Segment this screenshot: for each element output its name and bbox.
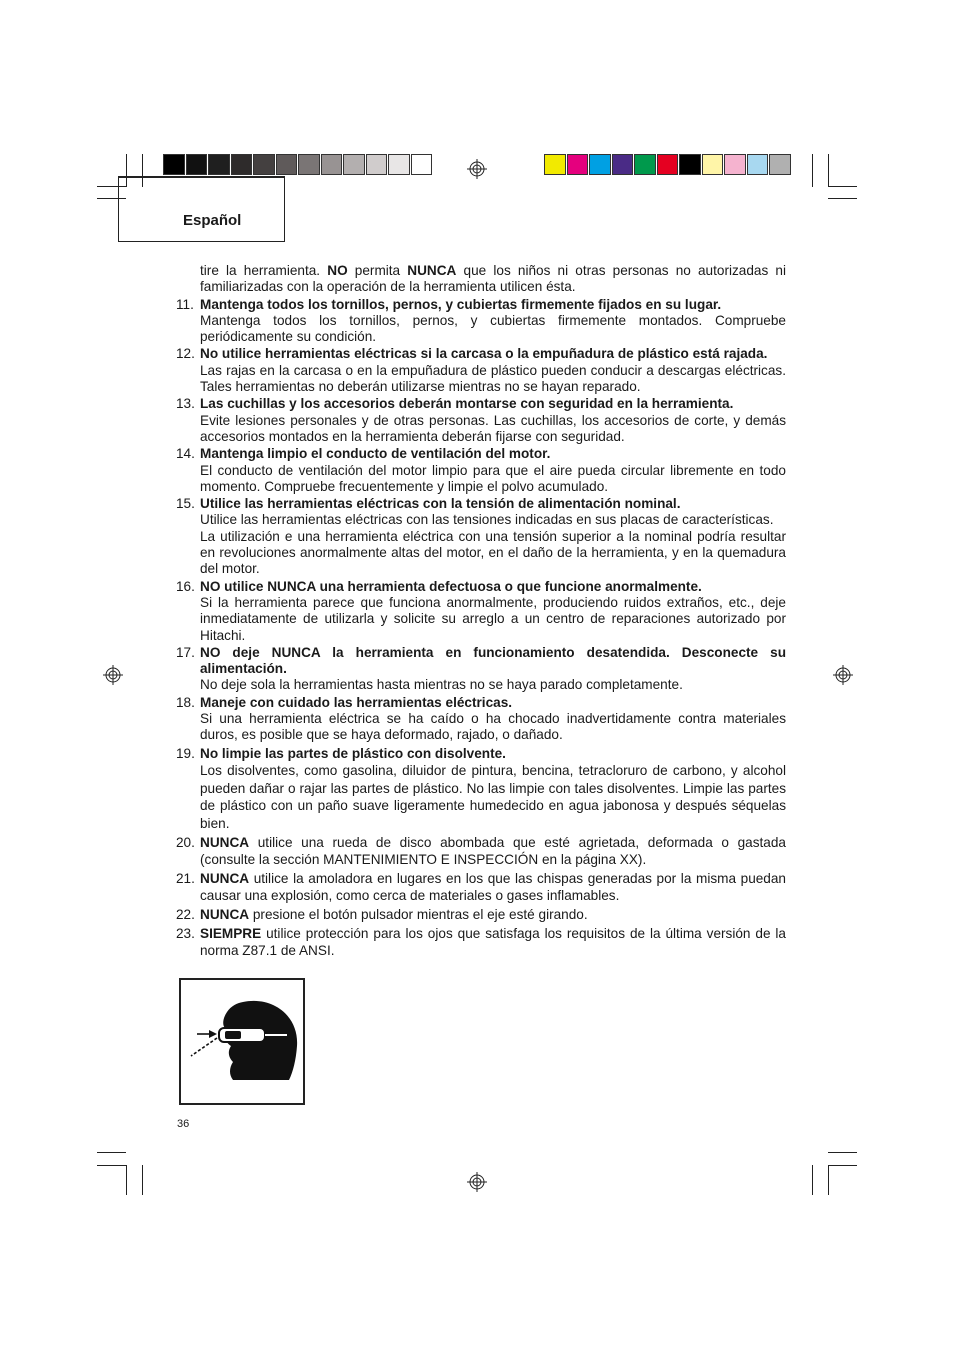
item-title: No limpie las partes de plástico con disolvente. — [200, 745, 506, 761]
color-swatch — [544, 154, 566, 175]
page-number: 36 — [177, 1118, 190, 1130]
item-title: Maneje con cuidado las herramientas eléctricas. — [200, 694, 513, 710]
crop-mark — [828, 198, 857, 199]
item-number: 20. — [176, 834, 195, 850]
item-title: Mantenga limpio el conducto de ventilación del motor. — [200, 446, 551, 462]
intro-text: tire la herramienta. — [200, 263, 328, 278]
color-swatch — [657, 154, 679, 175]
safety-glasses-icon — [181, 980, 303, 1103]
list-item — [176, 297, 786, 346]
item-body: Las rajas en la carcasa o en la empuñadura de plástico pueden conducir a descargas eléctricas. Tales herramientas no deberán utilizarse mientras no se hayan reparado. — [200, 362, 786, 395]
item-number: 23. — [176, 925, 195, 941]
crop-mark — [828, 1165, 857, 1166]
item-number: 12. — [176, 346, 195, 362]
color-swatch — [769, 154, 791, 175]
item-body: No deje sola la herramientas hasta mientras no se haya parado completamente. — [200, 677, 683, 693]
item-lead: SIEMPRE — [200, 925, 262, 941]
item-body: utilice la amoladora en lugares en los que las chispas generadas por la misma puedan causar una explosión, como cerca de materiales o gases inflamables. — [200, 870, 786, 904]
color-swatch — [724, 154, 746, 175]
list-item — [176, 695, 786, 744]
color-swatch — [253, 154, 275, 175]
item-body: Si la herramienta parece que funciona anormalmente, produciendo ruidos extraños, etc., deje inmediatamente de utilizarla y solicite su arreglo a un centro de reparaciones autorizado por Hitachi. — [200, 594, 786, 643]
color-swatch — [612, 154, 634, 175]
registration-mark-icon — [467, 1172, 487, 1192]
crop-mark — [142, 1165, 143, 1195]
list-item — [176, 446, 786, 495]
item-body: utilice protección para los ojos que satisfaga los requisitos de la última versión de la norma Z87.1 de ANSI. — [200, 925, 786, 959]
crop-mark — [828, 1152, 857, 1153]
color-swatch — [679, 154, 701, 175]
crop-mark — [828, 186, 857, 187]
item-number: 15. — [176, 496, 195, 512]
color-bar — [544, 154, 792, 175]
color-swatch — [186, 154, 208, 175]
item-body: Los disolventes, como gasolina, diluidor de pintura, bencina, tetracloruro de carbono, y alcohol pueden dañar o rajar las partes de plástico. No las limpie con tales disolventes. Limpie las partes de plástico con un paño suave ligeramente humedecido en agua jabonosa y después séquelas bien. — [200, 763, 786, 831]
item-title: Mantenga todos los tornillos, pernos, y cubiertas firmemente fijados en su lugar. — [200, 296, 722, 312]
crop-mark — [126, 1165, 127, 1195]
intro-paragraph — [200, 263, 786, 296]
color-swatch — [163, 154, 185, 175]
intro-text: permita — [347, 263, 408, 278]
item-number: 16. — [176, 578, 195, 594]
item-number: 13. — [176, 396, 195, 412]
item-number: 11. — [176, 296, 194, 312]
color-swatch — [276, 154, 298, 175]
color-swatch — [567, 154, 589, 175]
registration-mark-icon — [467, 159, 487, 179]
list-item — [176, 396, 786, 445]
language-header-box — [118, 176, 285, 242]
item-number: 17. — [176, 644, 195, 660]
color-swatch — [411, 154, 433, 175]
item-body: presione el botón pulsador mientras el eje esté girando. — [249, 906, 588, 922]
color-swatch — [388, 154, 410, 175]
item-number: 22. — [176, 906, 195, 922]
list-item — [176, 496, 786, 577]
item-number: 14. — [176, 446, 195, 462]
registration-mark-icon — [103, 665, 123, 685]
color-swatch — [702, 154, 724, 175]
item-number: 21. — [176, 870, 195, 886]
item-body: La utilización e una herramienta eléctrica con una tensión superior a la nominal podría resultar en revoluciones anormalmente altas del motor, en el daño de la herramienta, y en la quemadura del motor. — [200, 528, 786, 577]
item-number: 19. — [176, 745, 195, 761]
color-swatch — [231, 154, 253, 175]
item-title: Utilice las herramientas eléctricas con la tensión de alimentación nominal. — [200, 496, 681, 512]
color-swatch — [343, 154, 365, 175]
crop-mark — [97, 1152, 126, 1153]
list-item — [176, 346, 786, 395]
item-body: Evite lesiones personales y de otras personas. Las cuchillas, los accesorios de corte, y demás accesorios montados en la herramienta deberán fijarse con seguridad. — [200, 412, 786, 444]
list-item — [176, 834, 786, 869]
item-body: El conducto de ventilación del motor limpio para que el aire pueda circular libremente en todo momento. Compruebe frecuentemente y limpie el polvo acumulado. — [200, 462, 786, 494]
crop-mark — [812, 1165, 813, 1195]
color-swatch — [321, 154, 343, 175]
list-item — [176, 906, 786, 924]
item-body: Si una herramienta eléctrica se ha caído o ha chocado inadvertidamente contra materiales duros, es posible que se haya deformado, rajado, o dañado. — [200, 711, 786, 743]
color-swatch — [747, 154, 769, 175]
intro-bold: NUNCA — [407, 263, 457, 278]
crop-mark — [828, 1165, 829, 1195]
item-body: Mantenga todos los tornillos, pernos, y cubiertas firmemente montados. Compruebe periódicamente su condición. — [200, 312, 786, 345]
crop-mark — [828, 154, 829, 187]
list-item — [176, 579, 786, 644]
item-title: NO utilice NUNCA una herramienta defectuosa o que funcione anormalmente. — [200, 578, 702, 594]
crop-mark — [812, 154, 813, 187]
color-swatch — [366, 154, 388, 175]
list-item — [176, 645, 786, 694]
language-title: Español — [183, 212, 242, 229]
item-lead: NUNCA — [200, 906, 250, 922]
intro-text: que los niños ni otras personas no autorizadas ni familiarizadas con la operación de la herramienta utilicen ésta. — [200, 263, 787, 295]
color-swatch — [634, 154, 656, 175]
safety-glasses-icon-frame — [179, 978, 305, 1105]
item-lead: NUNCA — [200, 834, 250, 850]
item-title: No utilice herramientas eléctricas si la carcasa o la empuñadura de plástico está rajada. — [200, 346, 768, 362]
crop-mark — [97, 1165, 126, 1166]
list-item — [176, 925, 786, 960]
list-item — [176, 870, 786, 905]
item-body: Utilice las herramientas eléctricas con las tensiones indicadas en sus placas de características. — [200, 512, 774, 528]
item-lead: NUNCA — [200, 870, 250, 886]
color-swatch — [208, 154, 230, 175]
color-swatch — [589, 154, 611, 175]
intro-bold: NO — [327, 263, 348, 278]
safety-instructions — [176, 263, 786, 960]
item-number: 18. — [176, 694, 195, 710]
gray-scale-bar — [163, 154, 433, 175]
registration-mark-icon — [833, 665, 853, 685]
item-body: utilice una rueda de disco abombada que esté agrietada, deformada o gastada (consulte la sección MANTENIMIENTO E INSPECCIÓN en la página XX). — [200, 834, 786, 868]
color-swatch — [298, 154, 320, 175]
item-title: NO deje NUNCA la herramienta en funcionamiento desatendida. Desconecte su alimentación. — [200, 644, 786, 677]
list-item — [176, 745, 786, 833]
item-title: Las cuchillas y los accesorios deberán montarse con seguridad en la herramienta. — [200, 396, 734, 412]
